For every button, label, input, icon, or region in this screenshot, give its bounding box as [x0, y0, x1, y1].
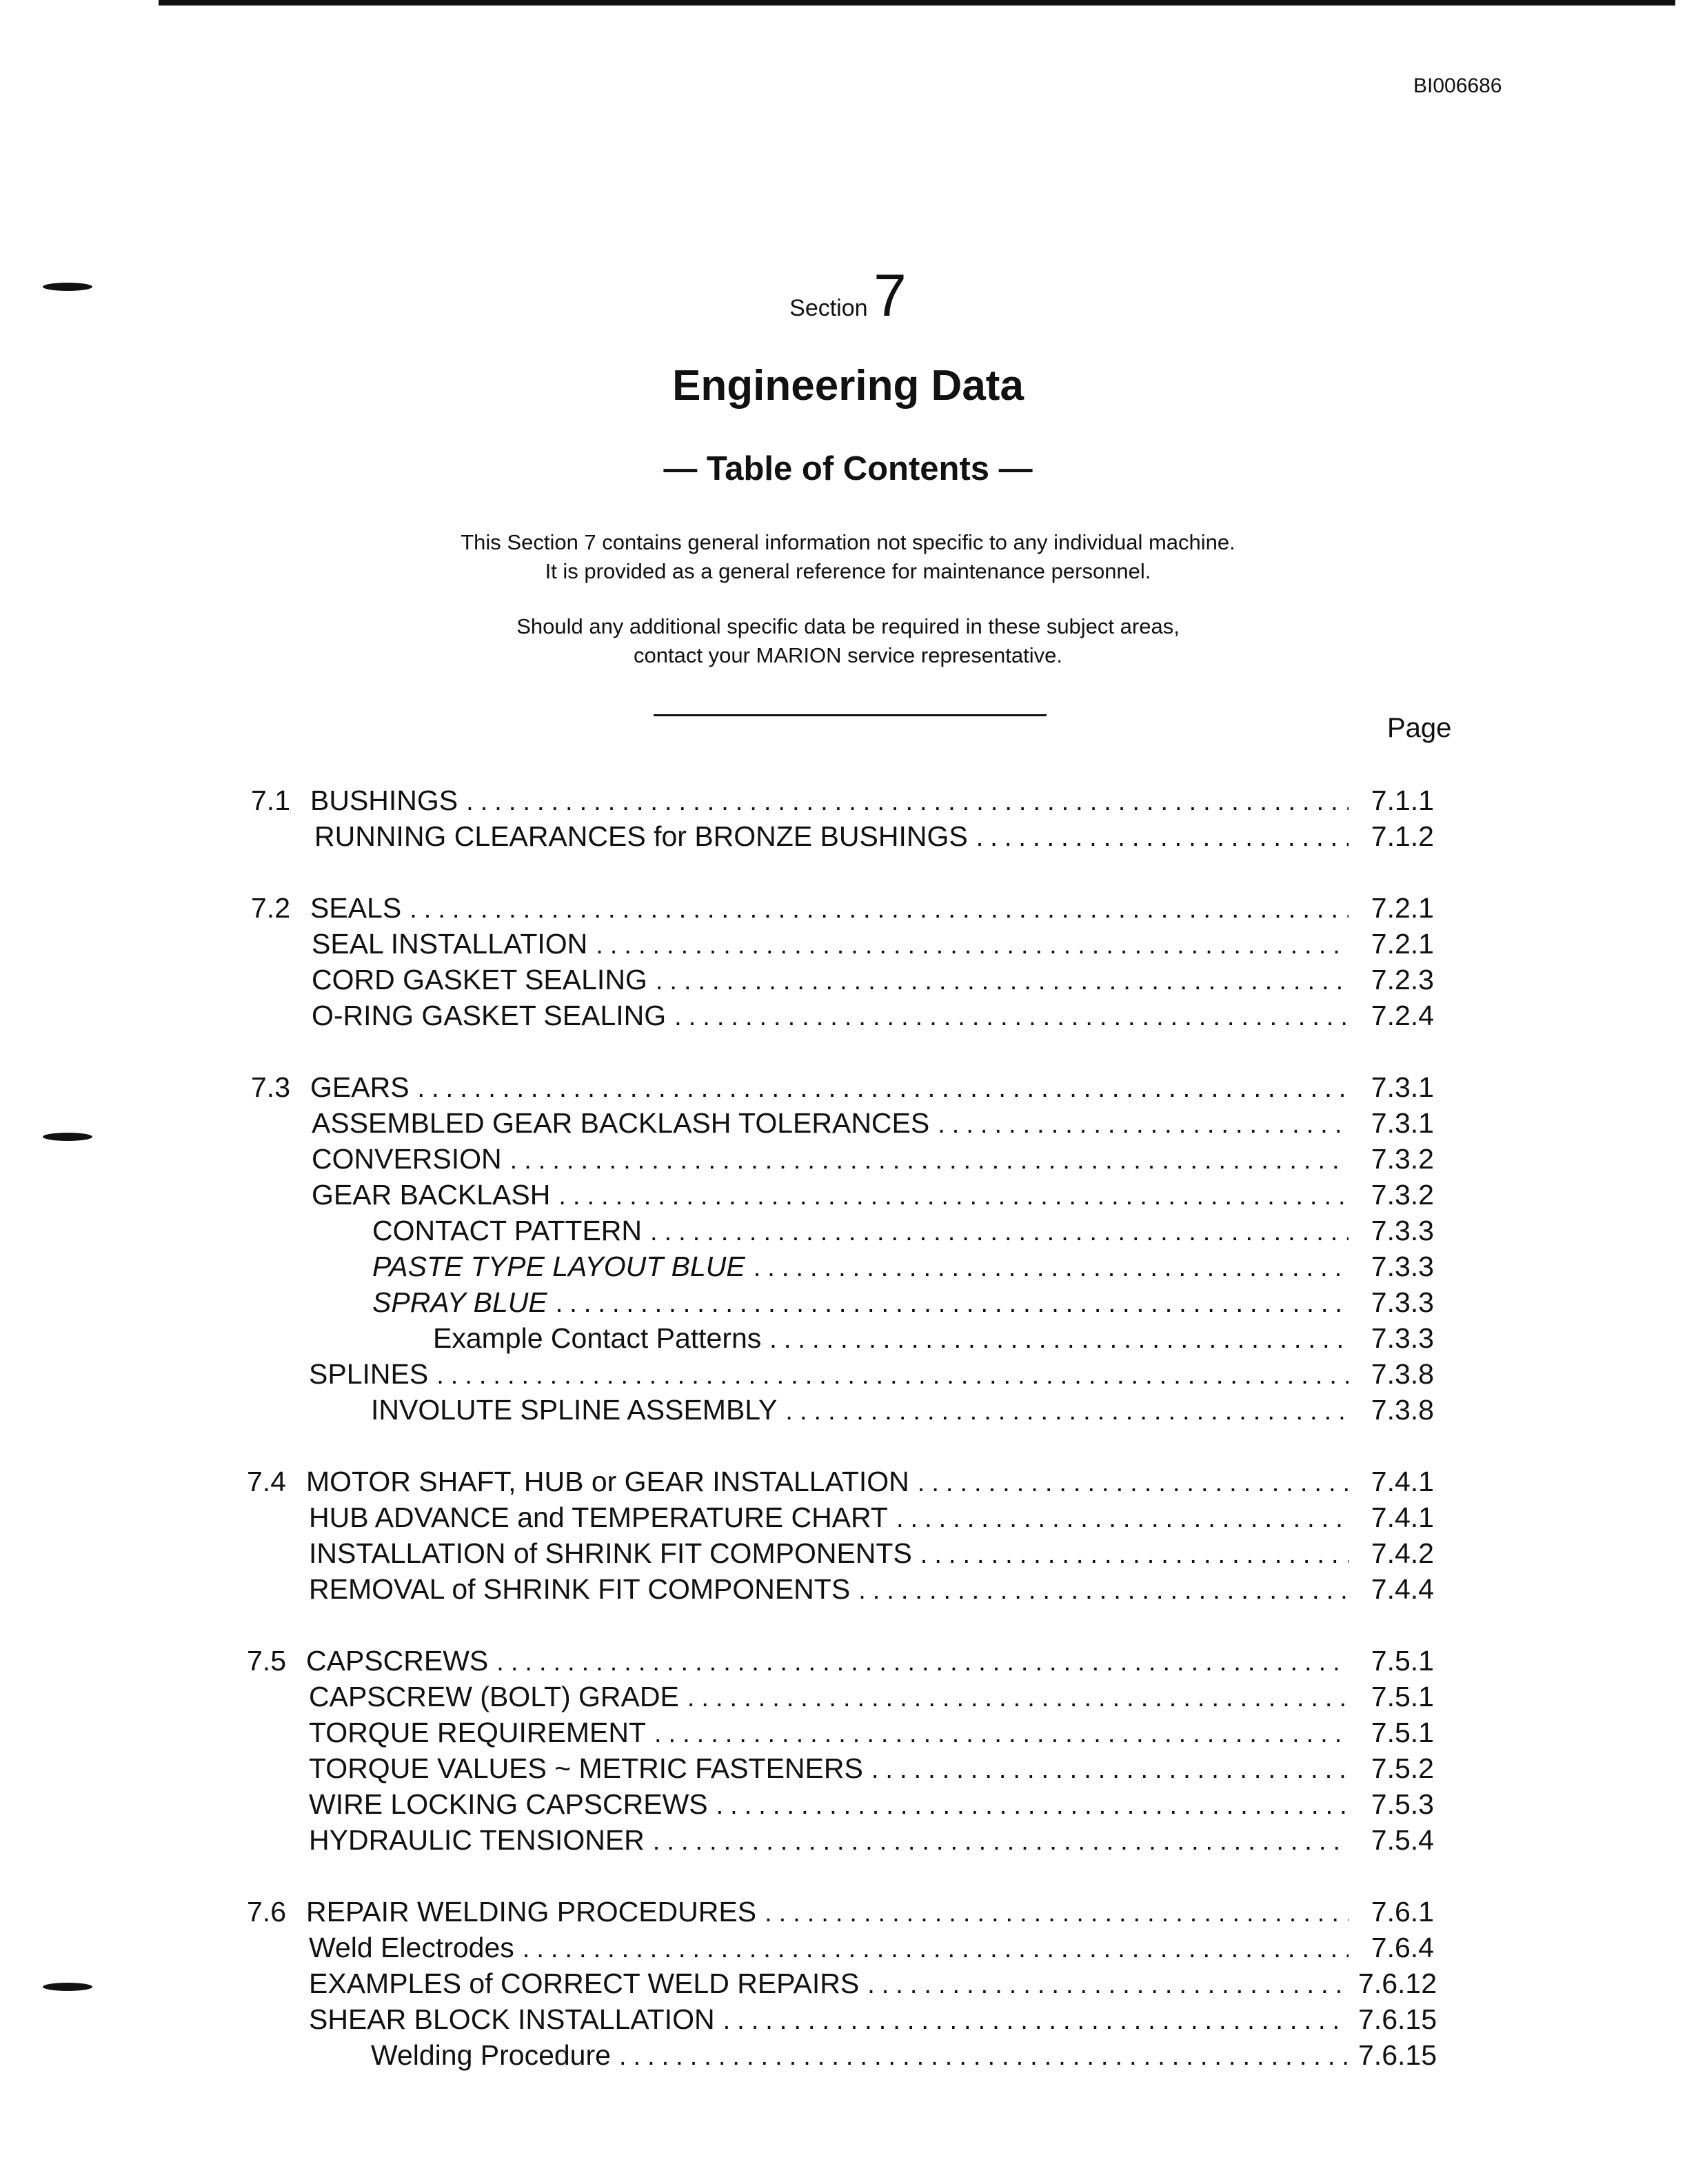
toc-entry-label: Weld Electrodes	[309, 1932, 514, 1963]
toc-entry-label: SEAL INSTALLATION	[312, 928, 588, 960]
dot-leader	[596, 931, 1349, 960]
toc-section-number: 7.5	[247, 1645, 286, 1677]
toc-heading: — Table of Contents —	[663, 450, 1033, 487]
toc-entry[interactable]	[251, 892, 1434, 928]
dot-leader	[556, 1289, 1349, 1319]
intro-line: This Section 7 contains general information not specific to any individual machine.	[461, 530, 1235, 554]
section-number: 7	[874, 263, 907, 329]
toc-entry-label: INSTALLATION of SHRINK FIT COMPONENTS	[309, 1537, 912, 1569]
toc-entry-label: TORQUE VALUES ~ METRIC FASTENERS	[309, 1752, 863, 1784]
dot-leader	[976, 823, 1349, 853]
dot-leader	[867, 1970, 1349, 2000]
toc-entry[interactable]	[372, 1286, 1434, 1322]
toc-page-number: 7.5.1	[1371, 1717, 1434, 1748]
toc-entry[interactable]	[247, 1466, 1434, 1502]
toc-page-number: 7.6.15	[1358, 2039, 1437, 2071]
toc-page-number: 7.1.2	[1371, 820, 1434, 852]
toc-entry-label: CAPSCREWS	[306, 1645, 489, 1677]
toc-entry[interactable]	[309, 2003, 1437, 2039]
toc-page-number: 7.3.1	[1371, 1071, 1434, 1103]
toc-page-number: 7.2.1	[1371, 928, 1434, 960]
toc-entry[interactable]	[251, 1071, 1434, 1107]
section-label: Section	[789, 295, 868, 321]
dot-leader	[754, 1253, 1349, 1283]
toc-section-number: 7.4	[247, 1466, 286, 1497]
toc-entry[interactable]	[312, 1107, 1434, 1143]
toc-entry-label: EXAMPLES of CORRECT WELD REPAIRS	[309, 1968, 860, 1999]
toc-entry-label: ASSEMBLED GEAR BACKLASH TOLERANCES	[312, 1107, 930, 1139]
toc-page-number: 7.5.4	[1371, 1824, 1434, 1856]
toc-entry-label: HYDRAULIC TENSIONER	[309, 1824, 645, 1856]
toc-page-number: 7.4.2	[1371, 1537, 1434, 1569]
toc-entry[interactable]	[309, 1502, 1434, 1537]
toc-entry[interactable]	[314, 820, 1434, 856]
dot-leader	[871, 1755, 1349, 1785]
dot-leader	[723, 2006, 1349, 2036]
toc-entry-label: PASTE TYPE LAYOUT BLUE	[372, 1251, 745, 1282]
toc-entry-label: SHEAR BLOCK INSTALLATION	[309, 2003, 715, 2035]
toc-entry[interactable]	[371, 1394, 1434, 1430]
page-title: Engineering Data	[672, 362, 1024, 410]
toc-entry[interactable]	[309, 1752, 1434, 1788]
toc-entry[interactable]	[312, 928, 1434, 964]
toc-entry-label: CAPSCREW (BOLT) GRADE	[309, 1681, 679, 1712]
toc-entry[interactable]	[247, 1896, 1434, 1932]
toc-page-number: 7.3.8	[1371, 1358, 1434, 1390]
toc-entry-label: REPAIR WELDING PROCEDURES	[306, 1896, 757, 1928]
dot-leader	[656, 967, 1349, 996]
toc-entry-label: SPLINES	[309, 1358, 429, 1390]
dot-leader	[858, 1576, 1349, 1606]
toc-page-number: 7.3.3	[1371, 1286, 1434, 1318]
section-heading	[0, 262, 1696, 330]
dot-leader	[523, 1934, 1349, 1964]
divider-rule	[654, 714, 1047, 716]
toc-entry[interactable]	[371, 2039, 1437, 2075]
toc-entry-label: CONVERSION	[312, 1143, 502, 1175]
toc-entry[interactable]	[247, 1645, 1434, 1681]
dot-leader	[920, 1540, 1349, 1570]
toc-entry-label: MOTOR SHAFT, HUB or GEAR INSTALLATION	[306, 1466, 909, 1497]
table-of-contents	[0, 785, 1696, 2122]
toc-entry-label: HUB ADVANCE and TEMPERATURE CHART	[309, 1502, 888, 1533]
toc-entry[interactable]	[433, 1322, 1434, 1358]
toc-page-number: 7.3.3	[1371, 1251, 1434, 1282]
toc-page-number: 7.4.1	[1371, 1466, 1434, 1497]
toc-entry-label: GEARS	[310, 1071, 410, 1103]
intro-line: It is provided as a general reference for maintenance personnel.	[545, 559, 1151, 583]
toc-entry[interactable]	[309, 1968, 1437, 2003]
scan-edge	[159, 0, 1675, 6]
toc-page-number: 7.3.2	[1371, 1179, 1434, 1211]
dot-leader	[558, 1182, 1349, 1211]
dot-leader	[466, 787, 1349, 817]
dot-leader	[510, 1146, 1349, 1175]
toc-entry[interactable]	[309, 1824, 1434, 1860]
toc-entry-label: INVOLUTE SPLINE ASSEMBLY	[371, 1394, 778, 1426]
toc-page-number: 7.1.1	[1371, 785, 1434, 816]
toc-entry-label: GEAR BACKLASH	[312, 1179, 551, 1211]
toc-page-number: 7.6.1	[1371, 1896, 1434, 1928]
toc-entry[interactable]	[372, 1215, 1434, 1251]
toc-section-number: 7.3	[251, 1071, 290, 1103]
toc-page-number: 7.6.12	[1358, 1968, 1437, 1999]
toc-page-number: 7.5.2	[1371, 1752, 1434, 1784]
toc-entry[interactable]	[312, 1000, 1434, 1035]
toc-page-number: 7.3.3	[1371, 1322, 1434, 1354]
intro-line: Should any additional specific data be required in these subject areas,	[516, 614, 1180, 638]
dot-leader	[769, 1325, 1349, 1355]
dot-leader	[938, 1110, 1349, 1140]
dot-leader	[765, 1899, 1349, 1928]
toc-entry-label: TORQUE REQUIREMENT	[309, 1717, 646, 1748]
toc-entry-label: O-RING GASKET SEALING	[312, 1000, 667, 1031]
toc-section-number: 7.1	[251, 785, 290, 816]
toc-entry-label: SPRAY BLUE	[372, 1286, 547, 1318]
toc-entry-label: SEALS	[310, 892, 402, 924]
toc-entry[interactable]	[309, 1537, 1434, 1573]
dot-leader	[716, 1791, 1349, 1821]
dot-leader	[410, 895, 1349, 924]
toc-page-number: 7.4.1	[1371, 1502, 1434, 1533]
intro-line: contact your MARION service representative.	[634, 643, 1062, 667]
toc-page-number: 7.3.8	[1371, 1394, 1434, 1426]
toc-entry-label: CORD GASKET SEALING	[312, 964, 647, 995]
toc-entry[interactable]	[372, 1251, 1434, 1286]
toc-page-number: 7.5.1	[1371, 1681, 1434, 1712]
dot-leader	[896, 1504, 1349, 1534]
toc-entry[interactable]	[309, 1788, 1434, 1824]
toc-page-number: 7.2.3	[1371, 964, 1434, 995]
dot-leader	[918, 1468, 1349, 1498]
dot-leader	[418, 1074, 1349, 1104]
dot-leader	[496, 1648, 1349, 1677]
toc-entry-label: WIRE LOCKING CAPSCREWS	[309, 1788, 708, 1820]
toc-page-number: 7.6.15	[1358, 2003, 1437, 2035]
toc-entry[interactable]	[309, 1681, 1434, 1717]
toc-entry-label: Welding Procedure	[371, 2039, 611, 2071]
toc-entry[interactable]	[312, 1179, 1434, 1215]
dot-leader	[687, 1684, 1349, 1713]
toc-page-number: 7.3.3	[1371, 1215, 1434, 1246]
dot-leader	[674, 1002, 1349, 1032]
toc-entry[interactable]	[251, 785, 1434, 820]
toc-page-number: 7.5.3	[1371, 1788, 1434, 1820]
toc-section-number: 7.6	[247, 1896, 286, 1928]
intro-paragraph-1	[0, 528, 1696, 586]
toc-section-number: 7.2	[251, 892, 290, 924]
toc-page-number: 7.5.1	[1371, 1645, 1434, 1677]
toc-entry[interactable]	[312, 1143, 1434, 1179]
toc-entry-label: Example Contact Patterns	[433, 1322, 762, 1354]
toc-entry[interactable]	[309, 1932, 1434, 1968]
toc-entry-label: REMOVAL of SHRINK FIT COMPONENTS	[309, 1573, 851, 1605]
dot-leader	[654, 1719, 1349, 1749]
dot-leader	[785, 1397, 1349, 1426]
dot-leader	[650, 1217, 1349, 1247]
toc-entry-label: RUNNING CLEARANCES for BRONZE BUSHINGS	[314, 820, 968, 852]
toc-entry[interactable]	[312, 964, 1434, 1000]
toc-entry[interactable]	[309, 1358, 1434, 1394]
dot-leader	[619, 2042, 1349, 2072]
intro-paragraph-2	[0, 612, 1696, 670]
toc-page-number: 7.3.1	[1371, 1107, 1434, 1139]
toc-entry[interactable]	[309, 1573, 1434, 1609]
toc-page-number: 7.2.4	[1371, 1000, 1434, 1031]
toc-page-number: 7.3.2	[1371, 1143, 1434, 1175]
toc-page-number: 7.2.1	[1371, 892, 1434, 924]
toc-page-number: 7.6.4	[1371, 1932, 1434, 1963]
toc-page-number: 7.4.4	[1371, 1573, 1434, 1605]
dot-leader	[436, 1361, 1349, 1391]
document-id: BI006686	[1413, 74, 1502, 97]
page-column-header: Page	[1387, 713, 1452, 743]
toc-entry[interactable]	[309, 1717, 1434, 1752]
toc-entry-label: CONTACT PATTERN	[372, 1215, 643, 1246]
dot-leader	[653, 1827, 1349, 1857]
toc-entry-label: BUSHINGS	[310, 785, 458, 816]
